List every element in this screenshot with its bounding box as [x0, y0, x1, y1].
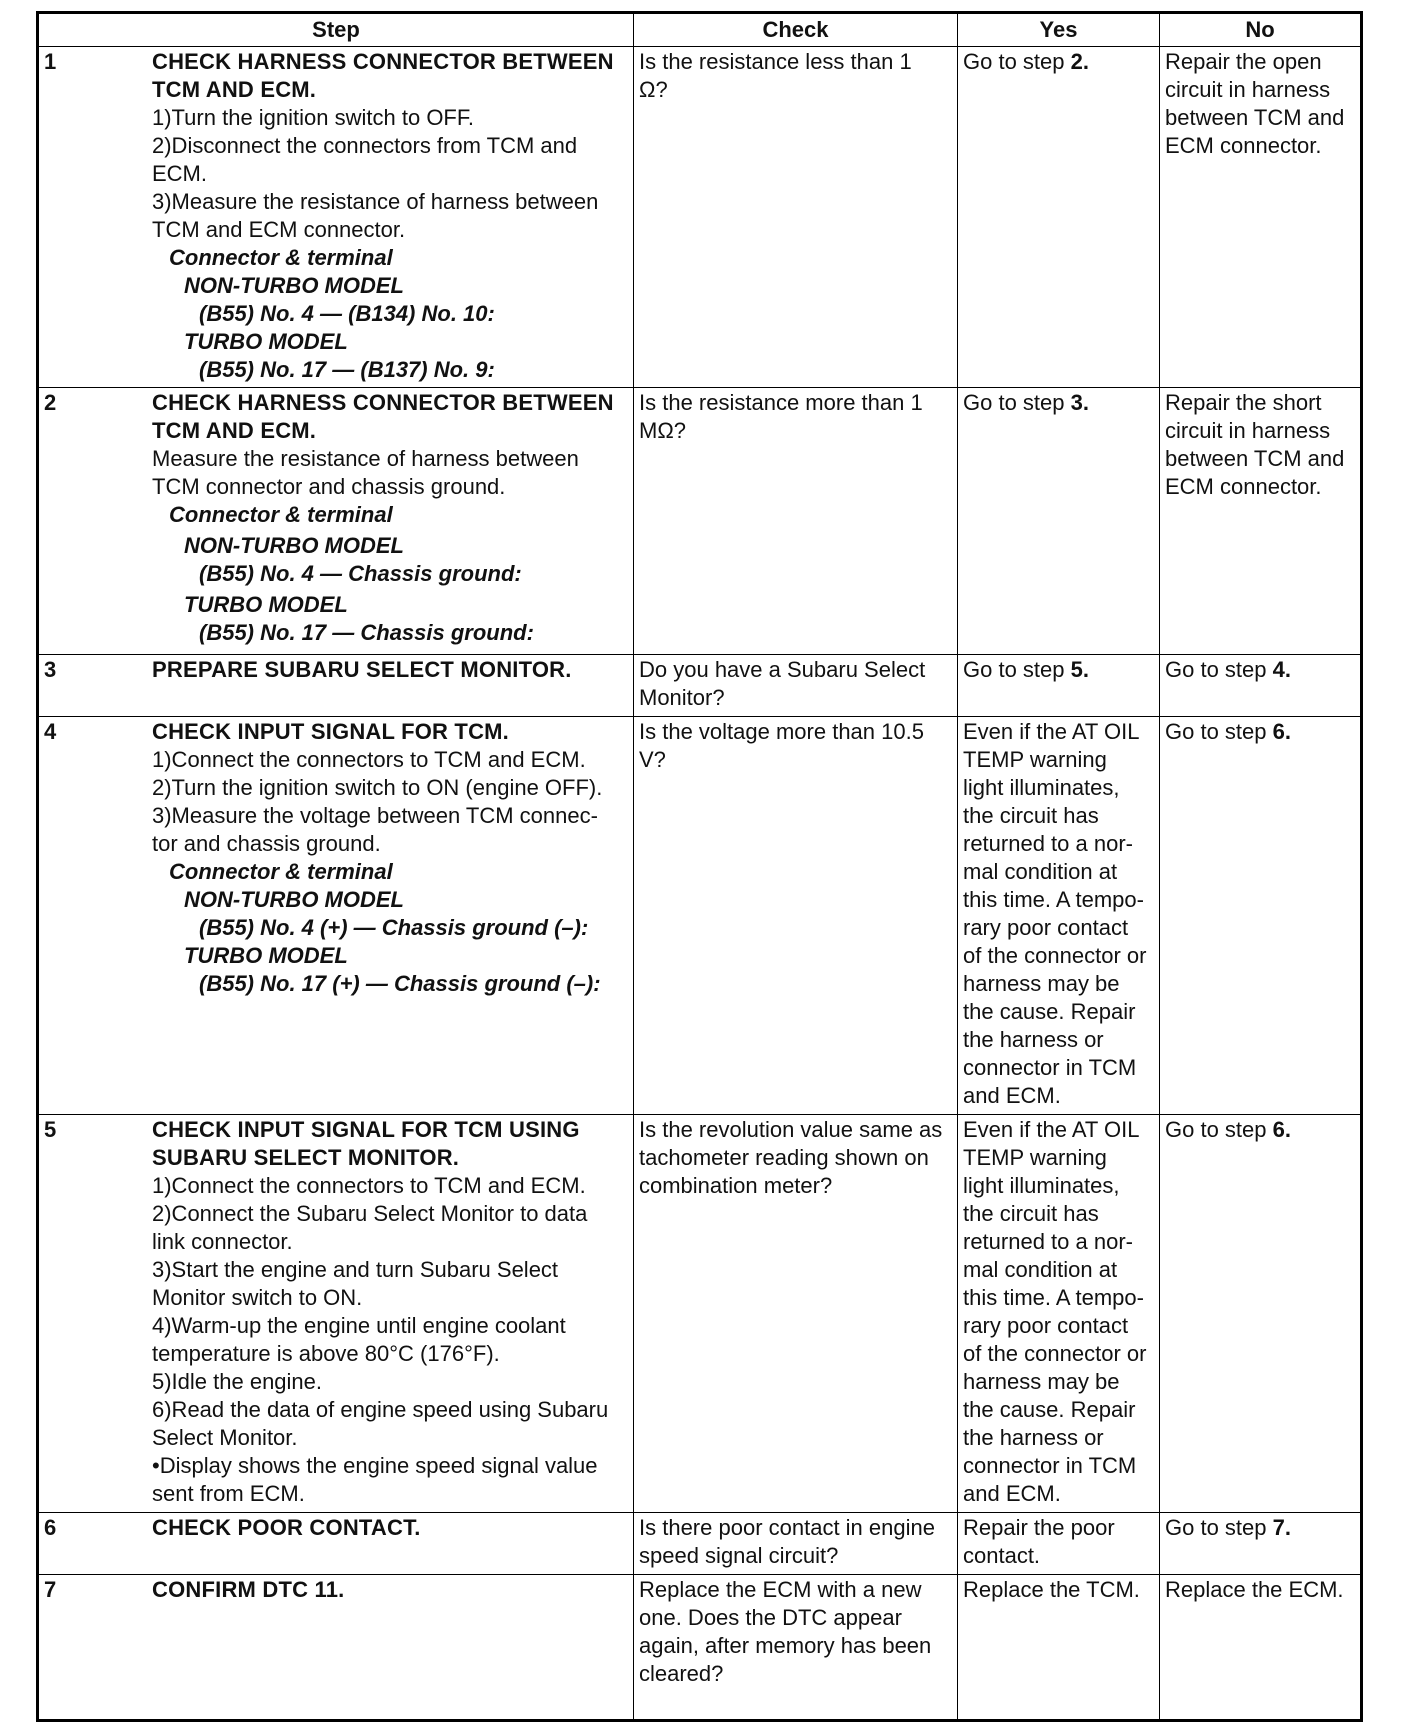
no-cell: [1160, 655, 1362, 717]
no-text: circuit in harness: [1165, 77, 1331, 102]
diagnostic-table: [36, 11, 1363, 1722]
step-instruction: 3)Start the engine and turn Subaru Select: [152, 1257, 559, 1282]
step-instruction: temperature is above 80°C (176°F).: [152, 1341, 500, 1366]
no-cell: [1160, 1115, 1362, 1513]
step-number: 5: [44, 1117, 57, 1142]
check-text: Replace the ECM with a new: [639, 1577, 922, 1602]
step-title: CHECK HARNESS CONNECTOR BETWEEN: [152, 49, 614, 74]
step-title: CHECK INPUT SIGNAL FOR TCM USING: [152, 1117, 580, 1142]
yes-text: this time. A tempo-: [963, 1285, 1144, 1310]
step-instruction: 3)Measure the resistance of harness between: [152, 189, 599, 214]
no-text: Repair the short: [1165, 390, 1322, 415]
yes-text: and ECM.: [963, 1083, 1061, 1108]
step-cell: [38, 1575, 634, 1721]
step-instruction: sent from ECM.: [152, 1481, 305, 1506]
check-text: Is the revolution value same as: [639, 1117, 943, 1142]
terminal-spec: (B55) No. 17 — (B137) No. 9:: [199, 357, 495, 382]
step-number: 3: [44, 657, 57, 682]
model-label: NON-TURBO MODEL: [184, 887, 404, 912]
step-title: CONFIRM DTC 11.: [152, 1577, 345, 1602]
step-title: CHECK POOR CONTACT.: [152, 1515, 421, 1540]
step-instruction: Measure the resistance of harness between: [152, 446, 579, 471]
no-text: Go to step: [1165, 657, 1273, 682]
yes-cell: [958, 1115, 1160, 1513]
yes-text: returned to a nor-: [963, 1229, 1133, 1254]
step-instruction: tor and chassis ground.: [152, 831, 381, 856]
header-check: Check: [634, 13, 958, 47]
yes-text: Go to step: [963, 49, 1071, 74]
check-text: one. Does the DTC appear: [639, 1605, 902, 1630]
step-instruction: 4)Warm-up the engine until engine coolant: [152, 1313, 566, 1338]
no-text: between TCM and: [1165, 446, 1345, 471]
step-number: 6: [44, 1515, 57, 1540]
no-text: Replace the ECM.: [1165, 1577, 1344, 1602]
step-instruction: TCM and ECM connector.: [152, 217, 406, 242]
yes-step-ref: 2.: [1070, 49, 1089, 74]
no-cell: [1160, 1575, 1362, 1721]
no-step-ref: 6.: [1272, 1117, 1291, 1142]
step-title: TCM AND ECM.: [152, 77, 317, 102]
step-instruction: 6)Read the data of engine speed using Subaru: [152, 1397, 609, 1422]
no-text: ECM connector.: [1165, 474, 1322, 499]
yes-text: harness may be: [963, 1369, 1120, 1394]
terminal-spec: (B55) No. 4 — (B134) No. 10:: [199, 301, 495, 326]
yes-text: rary poor contact: [963, 1313, 1129, 1338]
no-text: circuit in harness: [1165, 418, 1331, 443]
no-cell: [1160, 47, 1362, 388]
terminal-spec: (B55) No. 17 (+) — Chassis ground (–):: [199, 971, 601, 996]
step-number: 2: [44, 390, 57, 415]
model-label: TURBO MODEL: [184, 592, 348, 617]
check-cell: [634, 1575, 958, 1721]
no-text: Go to step: [1165, 1515, 1273, 1540]
step-title: SUBARU SELECT MONITOR.: [152, 1145, 460, 1170]
step-instruction: 2)Turn the ignition switch to ON (engine OFF).: [152, 775, 603, 800]
yes-text: connector in TCM: [963, 1055, 1137, 1080]
step-instruction: 1)Connect the connectors to TCM and ECM.: [152, 747, 586, 772]
step-title: CHECK INPUT SIGNAL FOR TCM.: [152, 719, 509, 744]
yes-text: the harness or: [963, 1425, 1104, 1450]
yes-text: Replace the TCM.: [963, 1577, 1140, 1602]
yes-text: TEMP warning: [963, 1145, 1107, 1170]
check-text: tachometer reading shown on: [639, 1145, 929, 1170]
check-cell: [634, 1115, 958, 1513]
no-cell: [1160, 717, 1362, 1115]
no-cell: [1160, 388, 1362, 655]
step-instruction: 1)Connect the connectors to TCM and ECM.: [152, 1173, 586, 1198]
yes-text: Even if the AT OIL: [963, 1117, 1140, 1142]
connector-terminal-label: Connector & terminal: [169, 502, 393, 527]
yes-text: Go to step: [963, 390, 1071, 415]
yes-step-ref: 3.: [1070, 390, 1089, 415]
check-text: Ω?: [639, 77, 668, 102]
step-cell: [38, 655, 634, 717]
yes-text: contact.: [963, 1543, 1041, 1568]
step-cell: [38, 388, 634, 655]
no-step-ref: 7.: [1272, 1515, 1291, 1540]
check-text: combination meter?: [639, 1173, 833, 1198]
check-text: MΩ?: [639, 418, 687, 443]
model-label: NON-TURBO MODEL: [184, 533, 404, 558]
step-instruction: link connector.: [152, 1229, 293, 1254]
table-header-row: [38, 13, 1362, 47]
step-cell: [38, 717, 634, 1115]
check-text: Do you have a Subaru Select: [639, 657, 926, 682]
terminal-spec: (B55) No. 4 — Chassis ground:: [199, 561, 522, 586]
no-text: Repair the open: [1165, 49, 1322, 74]
yes-text: the circuit has: [963, 803, 1099, 828]
no-text: Go to step: [1165, 719, 1273, 744]
check-cell: [634, 1513, 958, 1575]
yes-cell: [958, 717, 1160, 1115]
step-instruction: 5)Idle the engine.: [152, 1369, 323, 1394]
table-row: [38, 1513, 1362, 1575]
check-text: speed signal circuit?: [639, 1543, 839, 1568]
yes-text: harness may be: [963, 971, 1120, 996]
diagnostic-procedure-page: [36, 11, 1360, 1722]
step-instruction: Monitor switch to ON.: [152, 1285, 363, 1310]
step-instruction: ECM.: [152, 161, 207, 186]
table-row: [38, 1115, 1362, 1513]
header-no: No: [1160, 13, 1362, 47]
yes-cell: [958, 388, 1160, 655]
step-number: 1: [44, 49, 57, 74]
yes-text: mal condition at: [963, 859, 1118, 884]
step-instruction: Select Monitor.: [152, 1425, 298, 1450]
step-title: TCM AND ECM.: [152, 418, 317, 443]
connector-terminal-label: Connector & terminal: [169, 859, 393, 884]
check-text: Is the resistance more than 1: [639, 390, 923, 415]
yes-text: Even if the AT OIL: [963, 719, 1140, 744]
step-title: PREPARE SUBARU SELECT MONITOR.: [152, 657, 572, 682]
yes-cell: [958, 1575, 1160, 1721]
check-text: Is the voltage more than 10.5: [639, 719, 924, 744]
step-instruction: 1)Turn the ignition switch to OFF.: [152, 105, 474, 130]
step-instruction: TCM connector and chassis ground.: [152, 474, 506, 499]
step-title: CHECK HARNESS CONNECTOR BETWEEN: [152, 390, 614, 415]
yes-text: of the connector or: [963, 1341, 1147, 1366]
connector-terminal-label: Connector & terminal: [169, 245, 393, 270]
yes-cell: [958, 655, 1160, 717]
yes-text: mal condition at: [963, 1257, 1118, 1282]
yes-step-ref: 5.: [1070, 657, 1089, 682]
step-cell: [38, 47, 634, 388]
no-text: between TCM and: [1165, 105, 1345, 130]
yes-text: the cause. Repair: [963, 999, 1136, 1024]
table-row: [38, 655, 1362, 717]
yes-text: TEMP warning: [963, 747, 1107, 772]
yes-text: Go to step: [963, 657, 1071, 682]
step-instruction: 2)Disconnect the connectors from TCM and: [152, 133, 578, 158]
yes-cell: [958, 1513, 1160, 1575]
table-row: [38, 388, 1362, 655]
yes-text: this time. A tempo-: [963, 887, 1144, 912]
table-row: [38, 717, 1362, 1115]
no-step-ref: 4.: [1272, 657, 1291, 682]
model-label: TURBO MODEL: [184, 943, 348, 968]
yes-text: light illuminates,: [963, 1173, 1120, 1198]
yes-text: rary poor contact: [963, 915, 1129, 940]
check-cell: [634, 388, 958, 655]
check-text: Monitor?: [639, 685, 725, 710]
check-text: cleared?: [639, 1661, 724, 1686]
check-text: Is there poor contact in engine: [639, 1515, 935, 1540]
step-cell: [38, 1115, 634, 1513]
step-instruction: •Display shows the engine speed signal value: [152, 1453, 598, 1478]
check-text: V?: [639, 747, 666, 772]
yes-text: the harness or: [963, 1027, 1104, 1052]
step-instruction: 2)Connect the Subaru Select Monitor to data: [152, 1201, 588, 1226]
no-text: ECM connector.: [1165, 133, 1322, 158]
model-label: TURBO MODEL: [184, 329, 348, 354]
no-text: Go to step: [1165, 1117, 1273, 1142]
check-cell: [634, 47, 958, 388]
check-text: Is the resistance less than 1: [639, 49, 912, 74]
yes-cell: [958, 47, 1160, 388]
yes-text: the cause. Repair: [963, 1397, 1136, 1422]
step-number: 7: [44, 1577, 57, 1602]
yes-text: light illuminates,: [963, 775, 1120, 800]
model-label: NON-TURBO MODEL: [184, 273, 404, 298]
terminal-spec: (B55) No. 17 — Chassis ground:: [199, 620, 534, 645]
step-instruction: 3)Measure the voltage between TCM connec-: [152, 803, 598, 828]
terminal-spec: (B55) No. 4 (+) — Chassis ground (–):: [199, 915, 589, 940]
yes-text: Repair the poor: [963, 1515, 1115, 1540]
yes-text: returned to a nor-: [963, 831, 1133, 856]
yes-text: of the connector or: [963, 943, 1147, 968]
header-step: Step: [38, 13, 634, 47]
check-cell: [634, 655, 958, 717]
step-number: 4: [44, 719, 57, 744]
check-text: again, after memory has been: [639, 1633, 932, 1658]
step-cell: [38, 1513, 634, 1575]
yes-text: and ECM.: [963, 1481, 1061, 1506]
table-row: [38, 1575, 1362, 1721]
table-row: [38, 47, 1362, 388]
header-yes: Yes: [958, 13, 1160, 47]
yes-text: connector in TCM: [963, 1453, 1137, 1478]
no-step-ref: 6.: [1272, 719, 1291, 744]
yes-text: the circuit has: [963, 1201, 1099, 1226]
no-cell: [1160, 1513, 1362, 1575]
check-cell: [634, 717, 958, 1115]
